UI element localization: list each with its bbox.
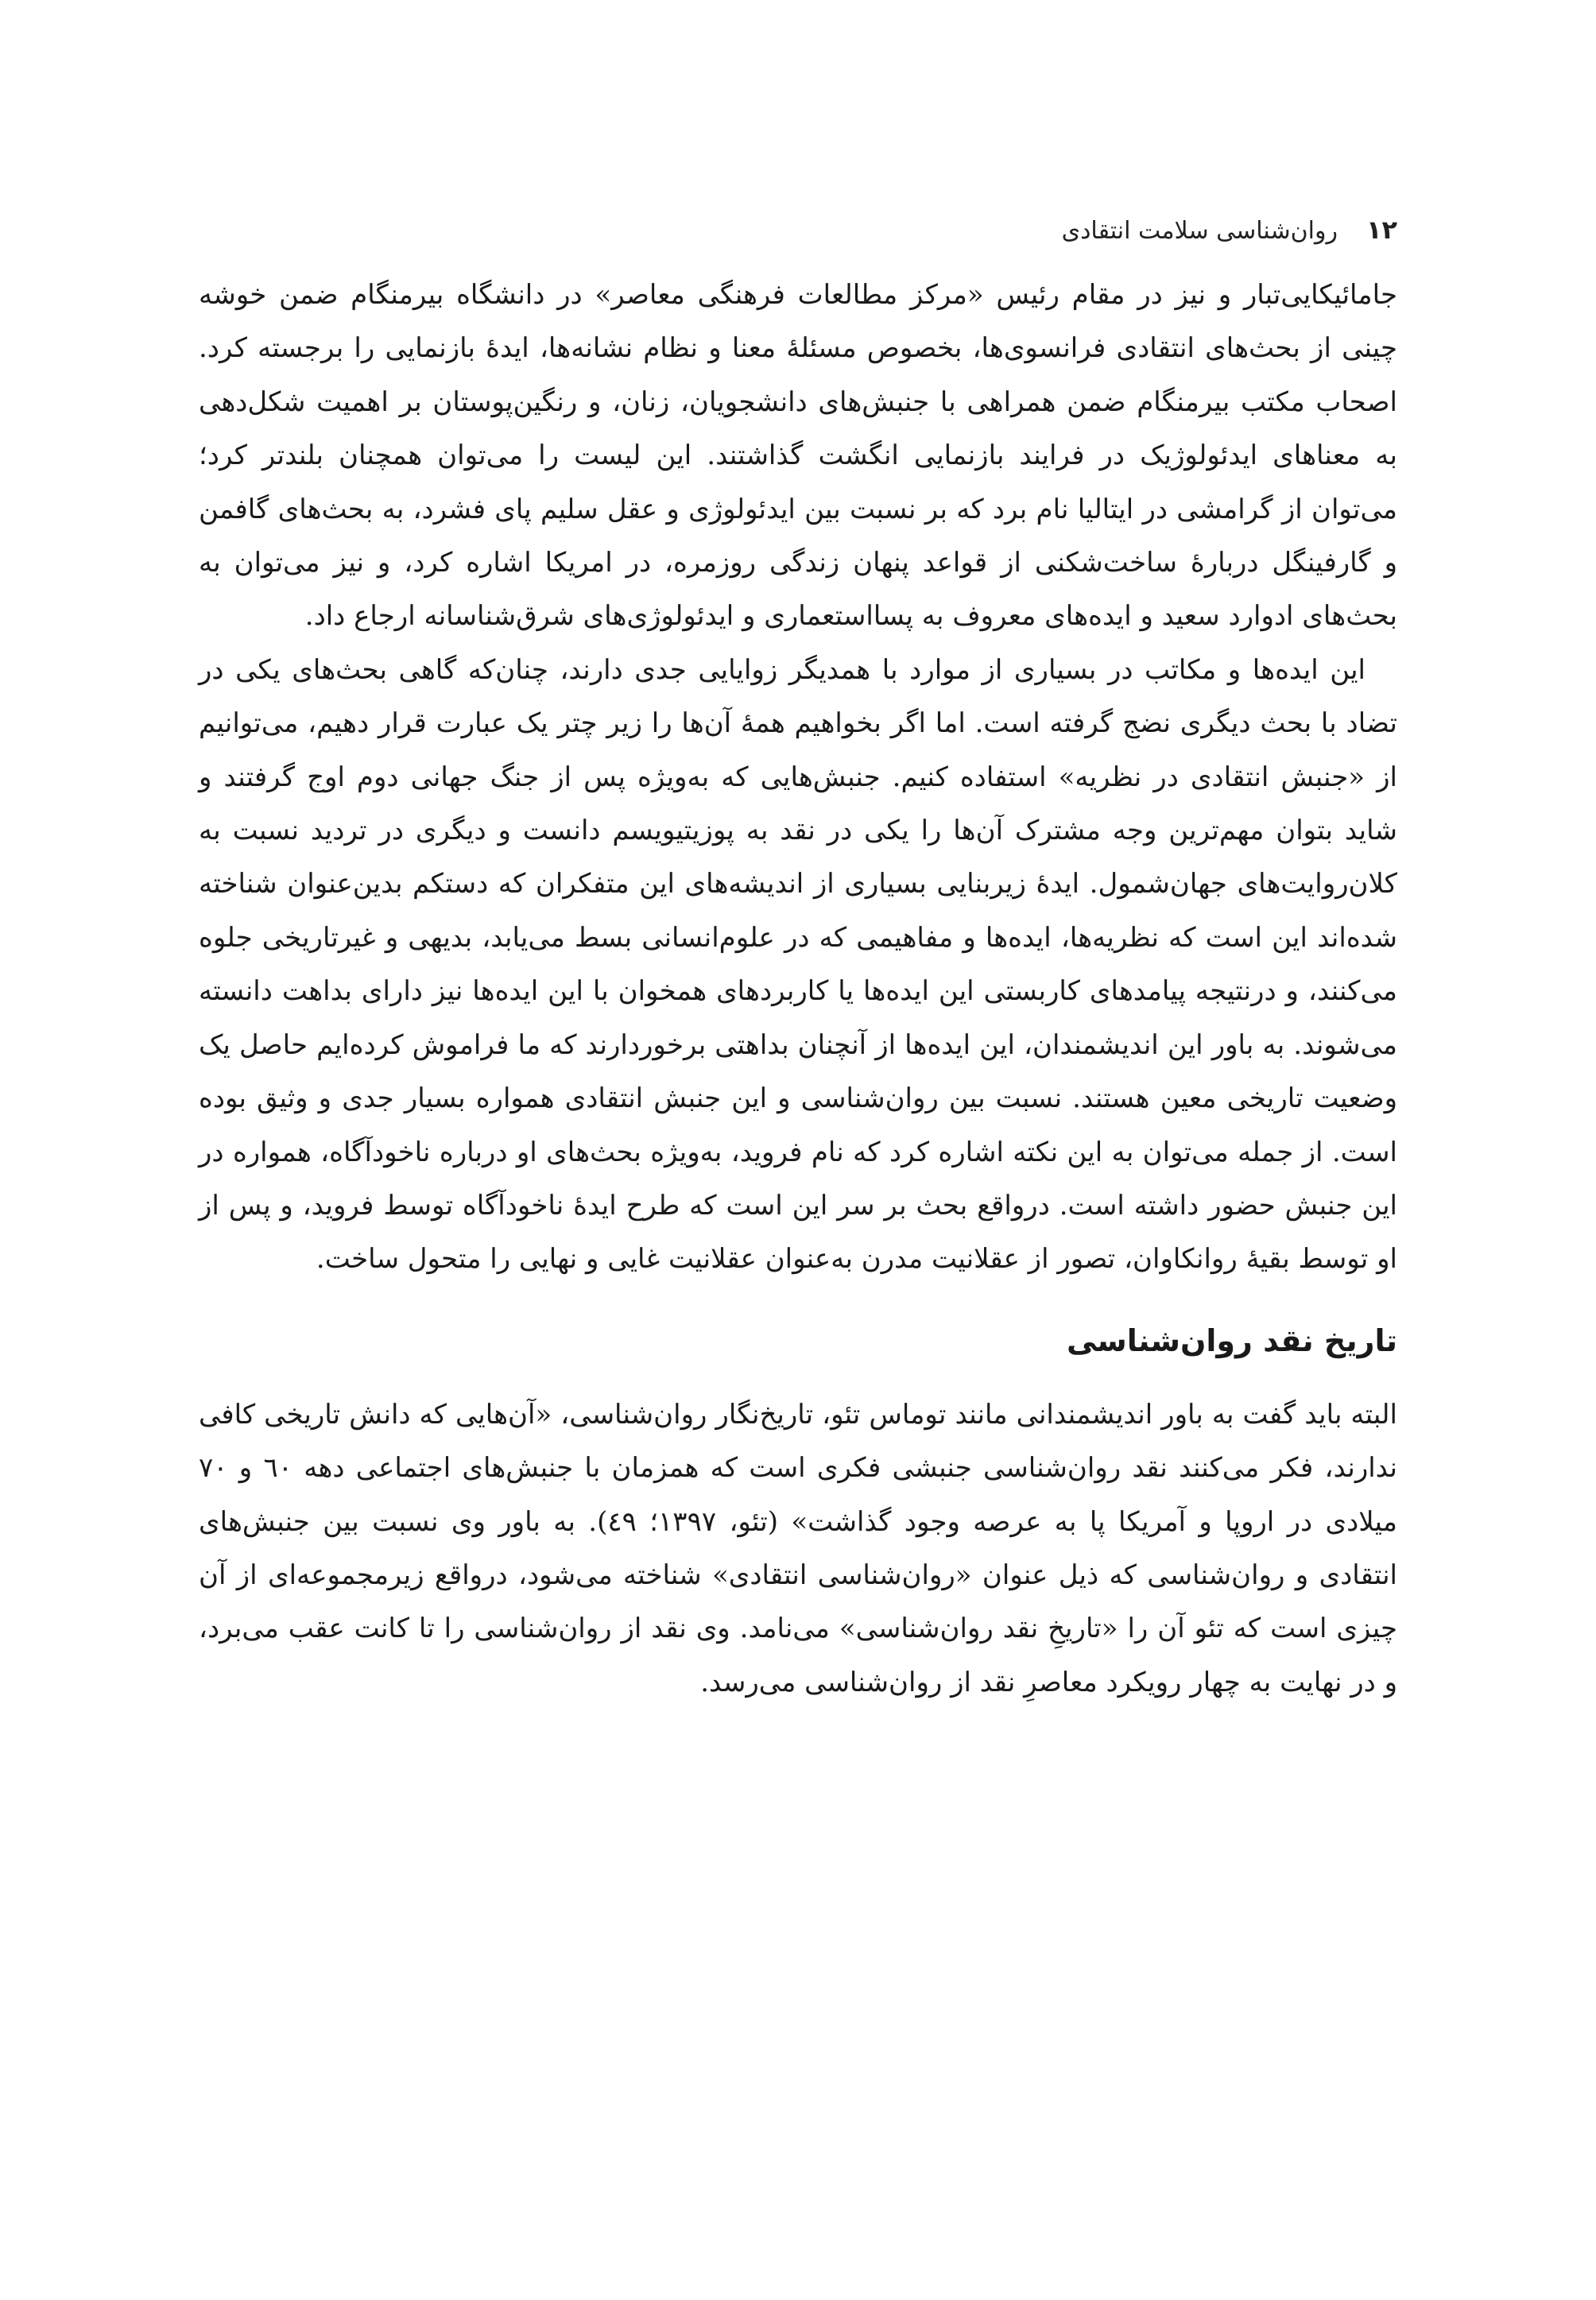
paragraph-2: این ایده‌ها و مکاتب در بسیاری از موارد با همدیگر زوایایی جدی دارند، چنان‌که گاهی بحث‌های یکی در تضاد با بحث دیگری نضج گرفته است. اما اگر بخواهیم همهٔ آن‌ها را زیر چتر یک عبارت قرار دهیم، می‌توانیم از «جنبش انتقادی در نظریه» استفاده کنیم. جنبش‌هایی که به‌ویژه پس از جنگ جهانی دوم اوج گرفتند و شاید بتوان مهم‌ترین وجه مشترک آن‌ها را یکی در نقد به پوزیتیویسم دانست و دیگری در تردید نسبت به کلان‌روایت‌های جهان‌شمول. ایدهٔ زیربنایی بسیاری از اندیشه‌های این متفکران که دستکم بدین‌عنوان شناخته شده‌اند این است که نظریه‌ها، ایده‌ها و مفاهیمی که در علوم‌انسانی بسط می‌یابد، بدیهی و غیرتاریخی جلوه می‌کنند، و درنتیجه پیامدهای کاربستی این ایده‌ها یا کاربردهای همخوان با این ایده‌ها نیز دارای بداهت دانسته می‌شوند. به باور این اندیشمندان، این ایده‌ها از آنچنان بداهتی برخوردارند که ما فراموش کرده‌ایم حاصل یک وضعیت تاریخی معین هستند. نسبت بین روان‌شناسی و این جنبش انتقادی همواره بسیار جدی و وثیق بوده است. از جمله می‌توان به این نکته اشاره کرد که نام فروید، به‌ویژه بحث‌های او درباره ناخودآگاه، همواره در این جنبش حضور داشته است. درواقع بحث بر سر این است که طرح ایدهٔ ناخودآگاه توسط فروید، و پس از او توسط بقیهٔ روانکاوان، تصور از عقلانیت مدرن به‌عنوان عقلانیت غایی و نهایی را متحول ساخت. [199,653,1397,1276]
section-heading: تاریخ نقد روان‌شناسی [1066,1322,1397,1358]
page-number: ۱۲ [1366,215,1397,245]
paragraph-3: البته باید گفت به باور اندیشمندانی مانند توماس تئو، تاریخ‌نگار روان‌شناسی، «آن‌هایی که دانش تاریخی کافی ندارند، فکر می‌کنند نقد روان‌شناسی جنبشی فکری است که همزمان با جنبش‌های اجتماعی دهه ٦٠ و ٧٠ میلادی در اروپا و آمریکا پا به عرصه وجود گذاشت» (تئو، ۱۳۹۷؛ ٤٩). به باور وی نسبت بین جنبش‌های انتقادی و روان‌شناسی که ذیل عنوان «روان‌شناسی انتقادی» شناخته می‌شود، درواقع زیرمجموعه‌ای از آن چیزی است که تئو آن را «تاریخِ نقد روان‌شناسی» می‌نامد. وی نقد از روان‌شناسی را تا کانت عقب می‌برد، و در نهایت به چهار رویکرد معاصرِ نقد از روان‌شناسی می‌رسد. [199,1398,1397,1698]
running-title: روان‌شناسی سلامت انتقادی [1061,217,1338,245]
paragraph-1: جامائیکایی‌تبار و نیز در مقام رئیس «مرکز مطالعات فرهنگی معاصر» در دانشگاه بیرمنگام ضمن خوشه چینی از بحث‌های انتقادی فرانسوی‌ها، بخصوص مسئلهٔ معنا و نظام نشانه‌ها، ایدهٔ بازنمایی را برجسته کرد. اصحاب مکتب بیرمنگام ضمن همراهی با جنبش‌های دانشجویان، زنان، و رنگین‌پوستان بر اهمیت شکل‌دهی به معناهای ایدئولوژیک در فرایند بازنمایی انگشت گذاشتند. این لیست را می‌توان همچنان بلندتر کرد؛ می‌توان از گرامشی در ایتالیا نام برد که بر نسبت بین ایدئولوژی و عقل سلیم پای فشرد، به بحث‌های گافمن و گارفینگل دربارهٔ ساخت‌شکنی از قواعد پنهان زندگی روزمره، در امریکا اشاره کرد، و نیز می‌توان به بحث‌های ادوارد سعید و ایده‌های معروف به پسااستعماری و ایدئولوژی‌های شرق‌شناسانه ارجاع داد. [199,279,1397,633]
running-header [1062,215,1397,245]
body-text [199,269,1397,1710]
